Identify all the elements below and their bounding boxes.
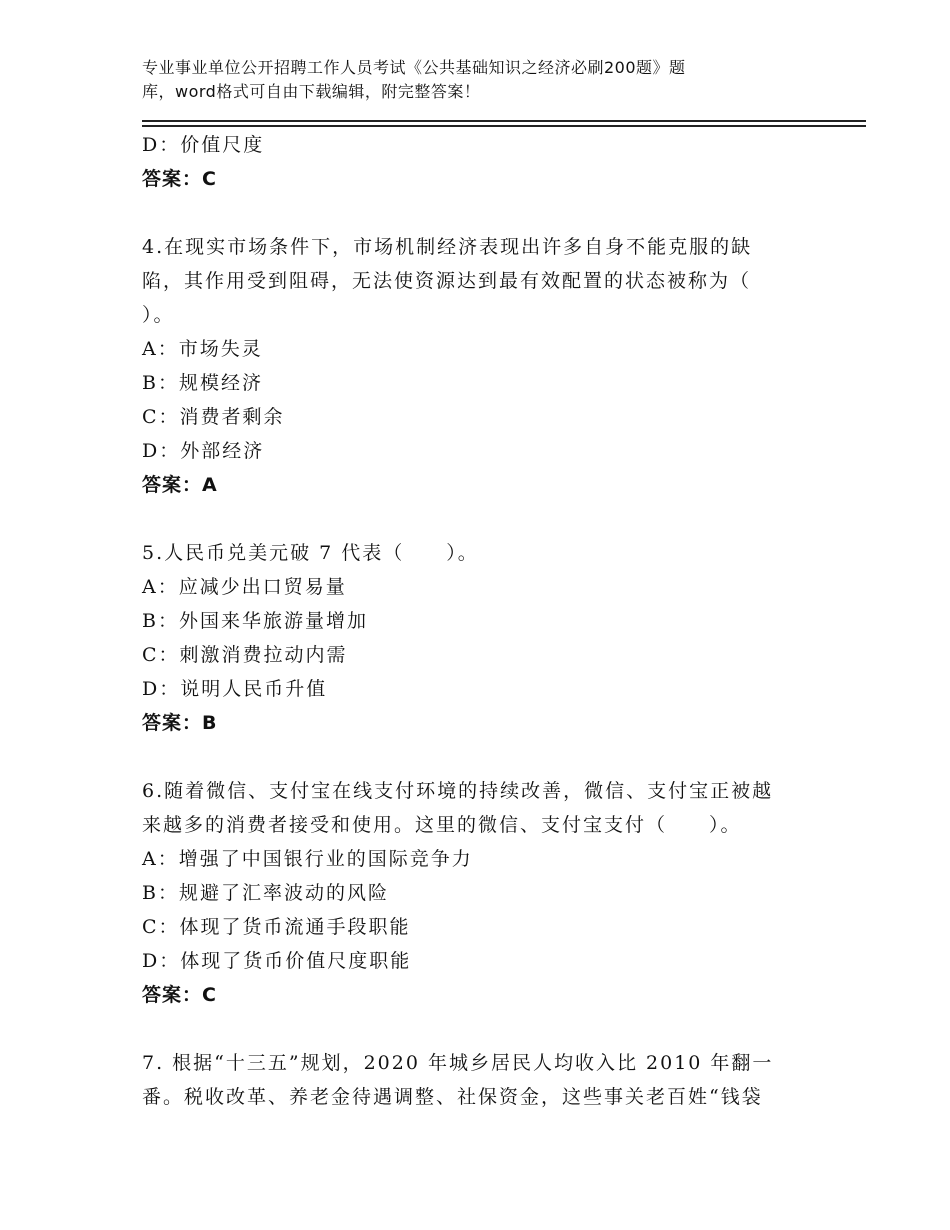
answer: 答案：A (142, 474, 218, 496)
question-stem: 7. 根据“十三五”规划，2020 年城乡居民人均收入比 2010 年翻一 (142, 1052, 774, 1074)
option-d: D：外部经济 (142, 440, 265, 462)
question-stem: 5.人民币兑美元破 7 代表（ ）。 (142, 542, 479, 564)
option-d: D：说明人民币升值 (142, 678, 328, 700)
question-stem: 6.随着微信、支付宝在线支付环境的持续改善，微信、支付宝正被越 (142, 780, 774, 802)
header-rule-bottom (142, 125, 866, 127)
option-a: A：市场失灵 (142, 338, 263, 360)
option-c: C：消费者剩余 (142, 406, 285, 428)
option-a: A：增强了中国银行业的国际竞争力 (142, 848, 473, 870)
option-d: D：价值尺度 (142, 134, 265, 156)
question-stem: 陷，其作用受到阻碍，无法使资源达到最有效配置的状态被称为（ (142, 270, 752, 292)
answer: 答案：C (142, 984, 217, 1006)
question-stem: 4.在现实市场条件下，市场机制经济表现出许多自身不能克服的缺 (142, 236, 753, 258)
option-b: B：规模经济 (142, 372, 263, 394)
answer: 答案：B (142, 712, 218, 734)
spacer (142, 196, 802, 230)
header-rule-top (142, 120, 866, 122)
option-b: B：外国来华旅游量增加 (142, 610, 368, 632)
header-line-2: 库，word格式可自由下载编辑，附完整答案！ (142, 82, 481, 101)
question-stem: ）。 (142, 304, 175, 326)
question-stem: 番。税收改革、养老金待遇调整、社保资金，这些事关老百姓“钱袋 (142, 1086, 763, 1108)
option-c: C：刺激消费拉动内需 (142, 644, 348, 666)
question-6 (142, 774, 802, 1012)
document-body (142, 128, 802, 1114)
option-c: C：体现了货币流通手段职能 (142, 916, 411, 938)
spacer (142, 1012, 802, 1046)
header-line-1: 专业事业单位公开招聘工作人员考试《公共基础知识之经济必刷200题》题 (142, 58, 686, 77)
question-4 (142, 230, 802, 502)
spacer (142, 740, 802, 774)
option-a: A：应减少出口贸易量 (142, 576, 347, 598)
spacer (142, 502, 802, 536)
answer: 答案：C (142, 168, 217, 190)
option-b: B：规避了汇率波动的风险 (142, 882, 389, 904)
option-d: D：体现了货币价值尺度职能 (142, 950, 412, 972)
document-header (142, 56, 802, 104)
question-5 (142, 536, 802, 740)
question-7 (142, 1046, 802, 1114)
question-stem: 来越多的消费者接受和使用。这里的微信、支付宝支付（ ）。 (142, 814, 742, 836)
